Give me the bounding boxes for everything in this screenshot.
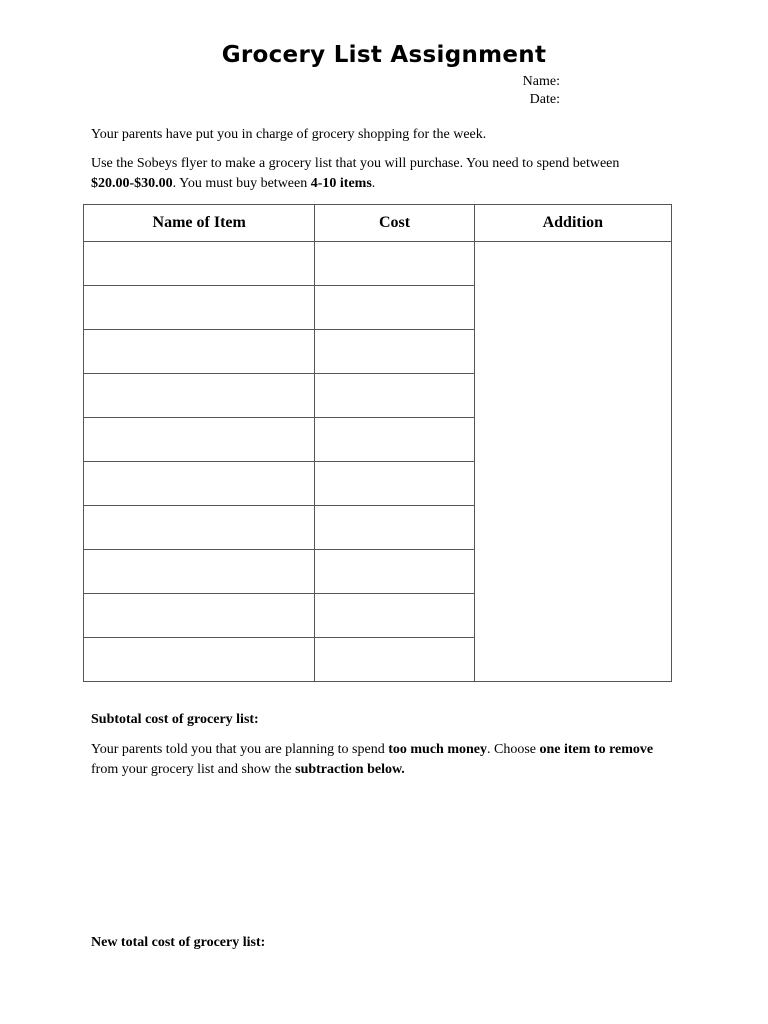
cost-cell[interactable] <box>315 286 474 330</box>
item-range: 4-10 items <box>310 176 372 191</box>
addition-work-cell[interactable] <box>474 242 671 682</box>
item-name-cell[interactable] <box>84 550 315 594</box>
instructions-text-3: . <box>371 176 376 191</box>
remove-text-3: from your grocery list and show the <box>91 762 296 777</box>
page-title: Grocery List Assignment <box>221 42 547 68</box>
item-name-cell[interactable] <box>84 374 315 418</box>
cost-cell[interactable] <box>315 330 474 374</box>
cost-cell[interactable] <box>315 418 474 462</box>
header-cost: Cost <box>315 205 474 242</box>
cost-cell[interactable] <box>315 374 474 418</box>
header-addition: Addition <box>474 205 671 242</box>
table-header-row <box>84 205 672 242</box>
price-range: $20.00-$30.00 <box>91 176 173 191</box>
grocery-table <box>83 204 672 682</box>
instructions-paragraph <box>91 154 681 194</box>
cost-cell[interactable] <box>315 550 474 594</box>
cost-cell[interactable] <box>315 594 474 638</box>
cost-cell[interactable] <box>315 242 474 286</box>
cost-cell[interactable] <box>315 638 474 682</box>
item-name-cell[interactable] <box>84 594 315 638</box>
remove-bold-2: one item to remove <box>539 742 654 757</box>
cost-cell[interactable] <box>315 506 474 550</box>
item-name-cell[interactable] <box>84 242 315 286</box>
item-name-cell[interactable] <box>84 506 315 550</box>
new-total-label: New total cost of grocery list: <box>91 935 266 950</box>
item-name-cell[interactable] <box>84 418 315 462</box>
item-name-cell[interactable] <box>84 638 315 682</box>
item-name-cell[interactable] <box>84 286 315 330</box>
instructions-text-1: Use the Sobeys flyer to make a grocery list that you will purchase. You need to spend between <box>91 156 620 171</box>
remove-text-2: . Choose <box>487 742 540 757</box>
table-row <box>84 242 672 286</box>
subtotal-label: Subtotal cost of grocery list: <box>91 712 259 727</box>
intro-paragraph: Your parents have put you in charge of grocery shopping for the week. <box>91 127 487 142</box>
remove-bold-3: subtraction below. <box>295 762 405 777</box>
remove-item-paragraph <box>91 740 681 780</box>
name-label: Name: <box>522 74 560 89</box>
remove-bold-1: too much money <box>388 742 487 757</box>
item-name-cell[interactable] <box>84 330 315 374</box>
instructions-text-2: . You must buy between <box>172 176 311 191</box>
remove-text-1: Your parents told you that you are planning to spend <box>91 742 389 757</box>
cost-cell[interactable] <box>315 462 474 506</box>
date-label: Date: <box>529 92 560 107</box>
grocery-table-body <box>84 242 672 682</box>
header-item-name: Name of Item <box>84 205 315 242</box>
item-name-cell[interactable] <box>84 462 315 506</box>
